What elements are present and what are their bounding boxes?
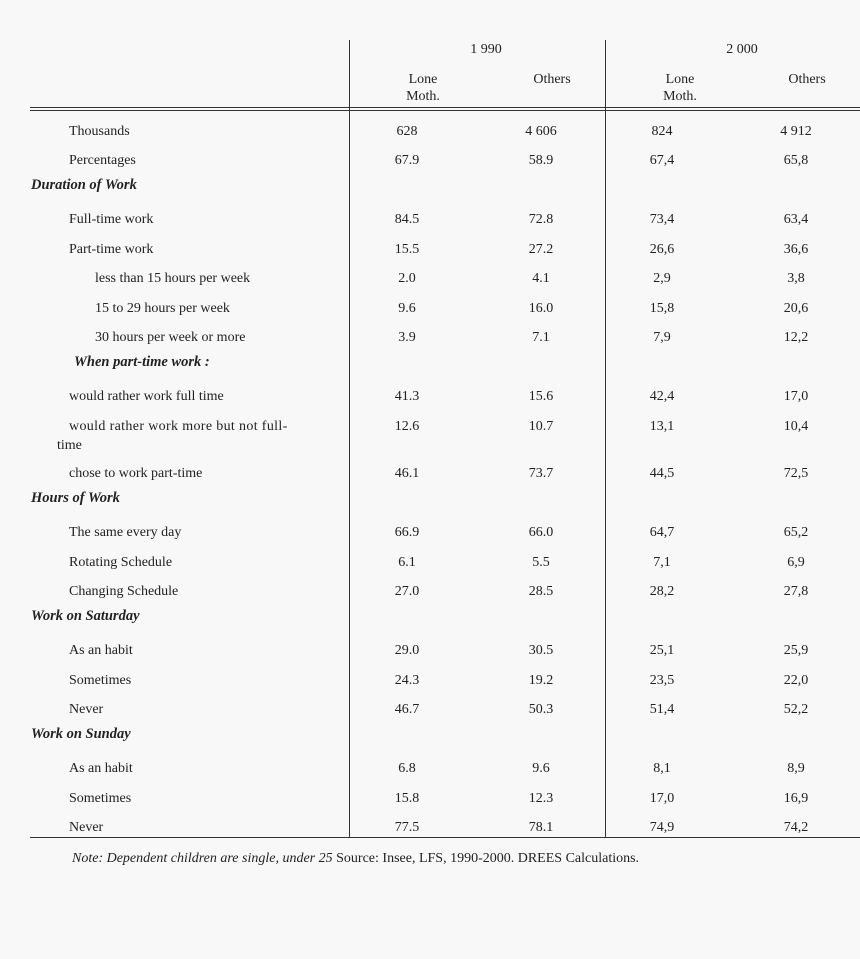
note-italic: Note: Dependent children are single, under 25	[72, 851, 333, 866]
value-1990-lone-moth: 29.0	[394, 643, 420, 658]
col-2000-lone-moth-header	[663, 71, 697, 105]
year-2000-header: 2 000	[726, 42, 758, 57]
value-2000-others: 52,2	[783, 702, 809, 717]
row-label: The same every day	[69, 525, 182, 540]
value-2000-others: 10,4	[783, 419, 809, 434]
section-heading: Work on Saturday	[31, 608, 140, 624]
row-label: Part-time work	[69, 242, 154, 257]
value-2000-others: 36,6	[783, 242, 809, 257]
row-label: 30 hours per week or more	[95, 330, 246, 345]
row-label: 15 to 29 hours per week	[95, 301, 230, 316]
value-2000-others: 16,9	[783, 791, 809, 806]
row-label: Changing Schedule	[69, 584, 179, 599]
col-1990-others-header: Others	[533, 72, 571, 87]
year-1990-header: 1 990	[470, 42, 502, 57]
value-2000-others: 27,8	[783, 584, 809, 599]
value-1990-lone-moth: 46.1	[394, 466, 420, 481]
row-label-line2: time	[57, 438, 82, 453]
value-1990-others: 19.2	[528, 673, 554, 688]
value-1990-lone-moth: 12.6	[394, 419, 420, 434]
value-2000-lone-moth: 7,1	[653, 555, 671, 570]
value-1990-lone-moth: 66.9	[394, 525, 420, 540]
value-1990-lone-moth: 46.7	[394, 702, 420, 717]
column-divider-1990	[349, 40, 350, 838]
col-1990-lone-moth-header	[406, 71, 440, 105]
moth-label: Moth.	[406, 89, 440, 104]
value-1990-lone-moth: 41.3	[394, 389, 420, 404]
value-1990-lone-moth: 628	[396, 124, 418, 139]
value-1990-others: 72.8	[528, 212, 554, 227]
section-heading: Duration of Work	[31, 177, 137, 193]
value-2000-lone-moth: 13,1	[649, 419, 675, 434]
row-label: Rotating Schedule	[69, 555, 173, 570]
value-1990-lone-moth: 2.0	[398, 271, 416, 286]
value-2000-lone-moth: 74,9	[649, 820, 675, 835]
moth-label: Moth.	[663, 89, 697, 104]
value-1990-others: 50.3	[528, 702, 554, 717]
value-2000-lone-moth: 25,1	[649, 643, 675, 658]
row-label: chose to work part-time	[69, 466, 203, 481]
value-2000-lone-moth: 15,8	[649, 301, 675, 316]
value-1990-others: 12.3	[528, 791, 554, 806]
value-2000-others: 12,2	[783, 330, 809, 345]
value-1990-lone-moth: 27.0	[394, 584, 420, 599]
value-1990-others: 66.0	[528, 525, 554, 540]
row-label: As an habit	[69, 643, 133, 658]
value-2000-others: 3,8	[787, 271, 805, 286]
value-1990-lone-moth: 24.3	[394, 673, 420, 688]
value-1990-others: 15.6	[528, 389, 554, 404]
lone-label: Lone	[408, 72, 438, 87]
section-heading: Hours of Work	[31, 490, 120, 506]
row-label: Never	[69, 702, 104, 717]
lone-label: Lone	[665, 72, 695, 87]
value-1990-others: 73.7	[528, 466, 554, 481]
value-2000-others: 6,9	[787, 555, 805, 570]
value-2000-others: 8,9	[787, 761, 805, 776]
value-1990-others: 27.2	[528, 242, 554, 257]
value-2000-lone-moth: 824	[651, 124, 673, 139]
header-rule-bottom	[30, 110, 860, 111]
value-2000-others: 4 912	[780, 124, 812, 139]
row-label-line1: would rather work more but not full-	[69, 419, 288, 434]
value-1990-lone-moth: 6.1	[398, 555, 416, 570]
table-note	[72, 851, 639, 867]
col-2000-others-header: Others	[788, 72, 826, 87]
value-2000-lone-moth: 67,4	[649, 153, 675, 168]
row-label: would rather work full time	[69, 389, 224, 404]
row-label: Thousands	[69, 124, 130, 139]
value-1990-lone-moth: 3.9	[398, 330, 416, 345]
value-1990-others: 4 606	[525, 124, 557, 139]
value-2000-lone-moth: 44,5	[649, 466, 675, 481]
value-2000-lone-moth: 73,4	[649, 212, 675, 227]
row-label: Sometimes	[69, 791, 132, 806]
value-2000-lone-moth: 42,4	[649, 389, 675, 404]
row-label: Percentages	[69, 153, 136, 168]
value-1990-others: 58.9	[528, 153, 554, 168]
row-label: Never	[69, 820, 104, 835]
value-2000-others: 63,4	[783, 212, 809, 227]
section-heading: Work on Sunday	[31, 726, 131, 742]
row-label: Full-time work	[69, 212, 154, 227]
row-label: less than 15 hours per week	[95, 271, 251, 286]
value-2000-others: 20,6	[783, 301, 809, 316]
section-heading: When part-time work :	[74, 354, 210, 370]
value-2000-lone-moth: 28,2	[649, 584, 675, 599]
value-2000-others: 17,0	[783, 389, 809, 404]
value-2000-lone-moth: 64,7	[649, 525, 675, 540]
row-label: Sometimes	[69, 673, 132, 688]
value-1990-lone-moth: 77.5	[394, 820, 420, 835]
value-2000-others: 72,5	[783, 466, 809, 481]
row-label: As an habit	[69, 761, 133, 776]
column-divider-2000	[605, 40, 606, 838]
value-1990-others: 16.0	[528, 301, 554, 316]
value-1990-others: 9.6	[532, 761, 550, 776]
value-2000-lone-moth: 26,6	[649, 242, 675, 257]
value-2000-lone-moth: 2,9	[653, 271, 671, 286]
value-1990-lone-moth: 6.8	[398, 761, 416, 776]
value-2000-lone-moth: 8,1	[653, 761, 671, 776]
value-2000-lone-moth: 51,4	[649, 702, 675, 717]
value-1990-others: 30.5	[528, 643, 554, 658]
value-2000-others: 22,0	[783, 673, 809, 688]
value-2000-lone-moth: 17,0	[649, 791, 675, 806]
note-source: Source: Insee, LFS, 1990-2000. DREES Calculations.	[332, 851, 640, 866]
value-1990-lone-moth: 9.6	[398, 301, 416, 316]
value-2000-others: 25,9	[783, 643, 809, 658]
value-1990-lone-moth: 15.5	[394, 242, 420, 257]
row-label	[69, 419, 288, 435]
value-1990-others: 4.1	[532, 271, 550, 286]
value-1990-others: 78.1	[528, 820, 554, 835]
value-2000-others: 65,2	[783, 525, 809, 540]
value-1990-lone-moth: 67.9	[394, 153, 420, 168]
value-1990-others: 5.5	[532, 555, 550, 570]
value-1990-others: 10.7	[528, 419, 554, 434]
value-1990-lone-moth: 84.5	[394, 212, 420, 227]
value-1990-lone-moth: 15.8	[394, 791, 420, 806]
value-2000-lone-moth: 7,9	[653, 330, 671, 345]
value-2000-others: 65,8	[783, 153, 809, 168]
value-1990-others: 28.5	[528, 584, 554, 599]
value-2000-lone-moth: 23,5	[649, 673, 675, 688]
header-rule-top	[30, 107, 860, 108]
value-2000-others: 74,2	[783, 820, 809, 835]
table-bottom-rule	[30, 837, 860, 838]
value-1990-others: 7.1	[532, 330, 550, 345]
